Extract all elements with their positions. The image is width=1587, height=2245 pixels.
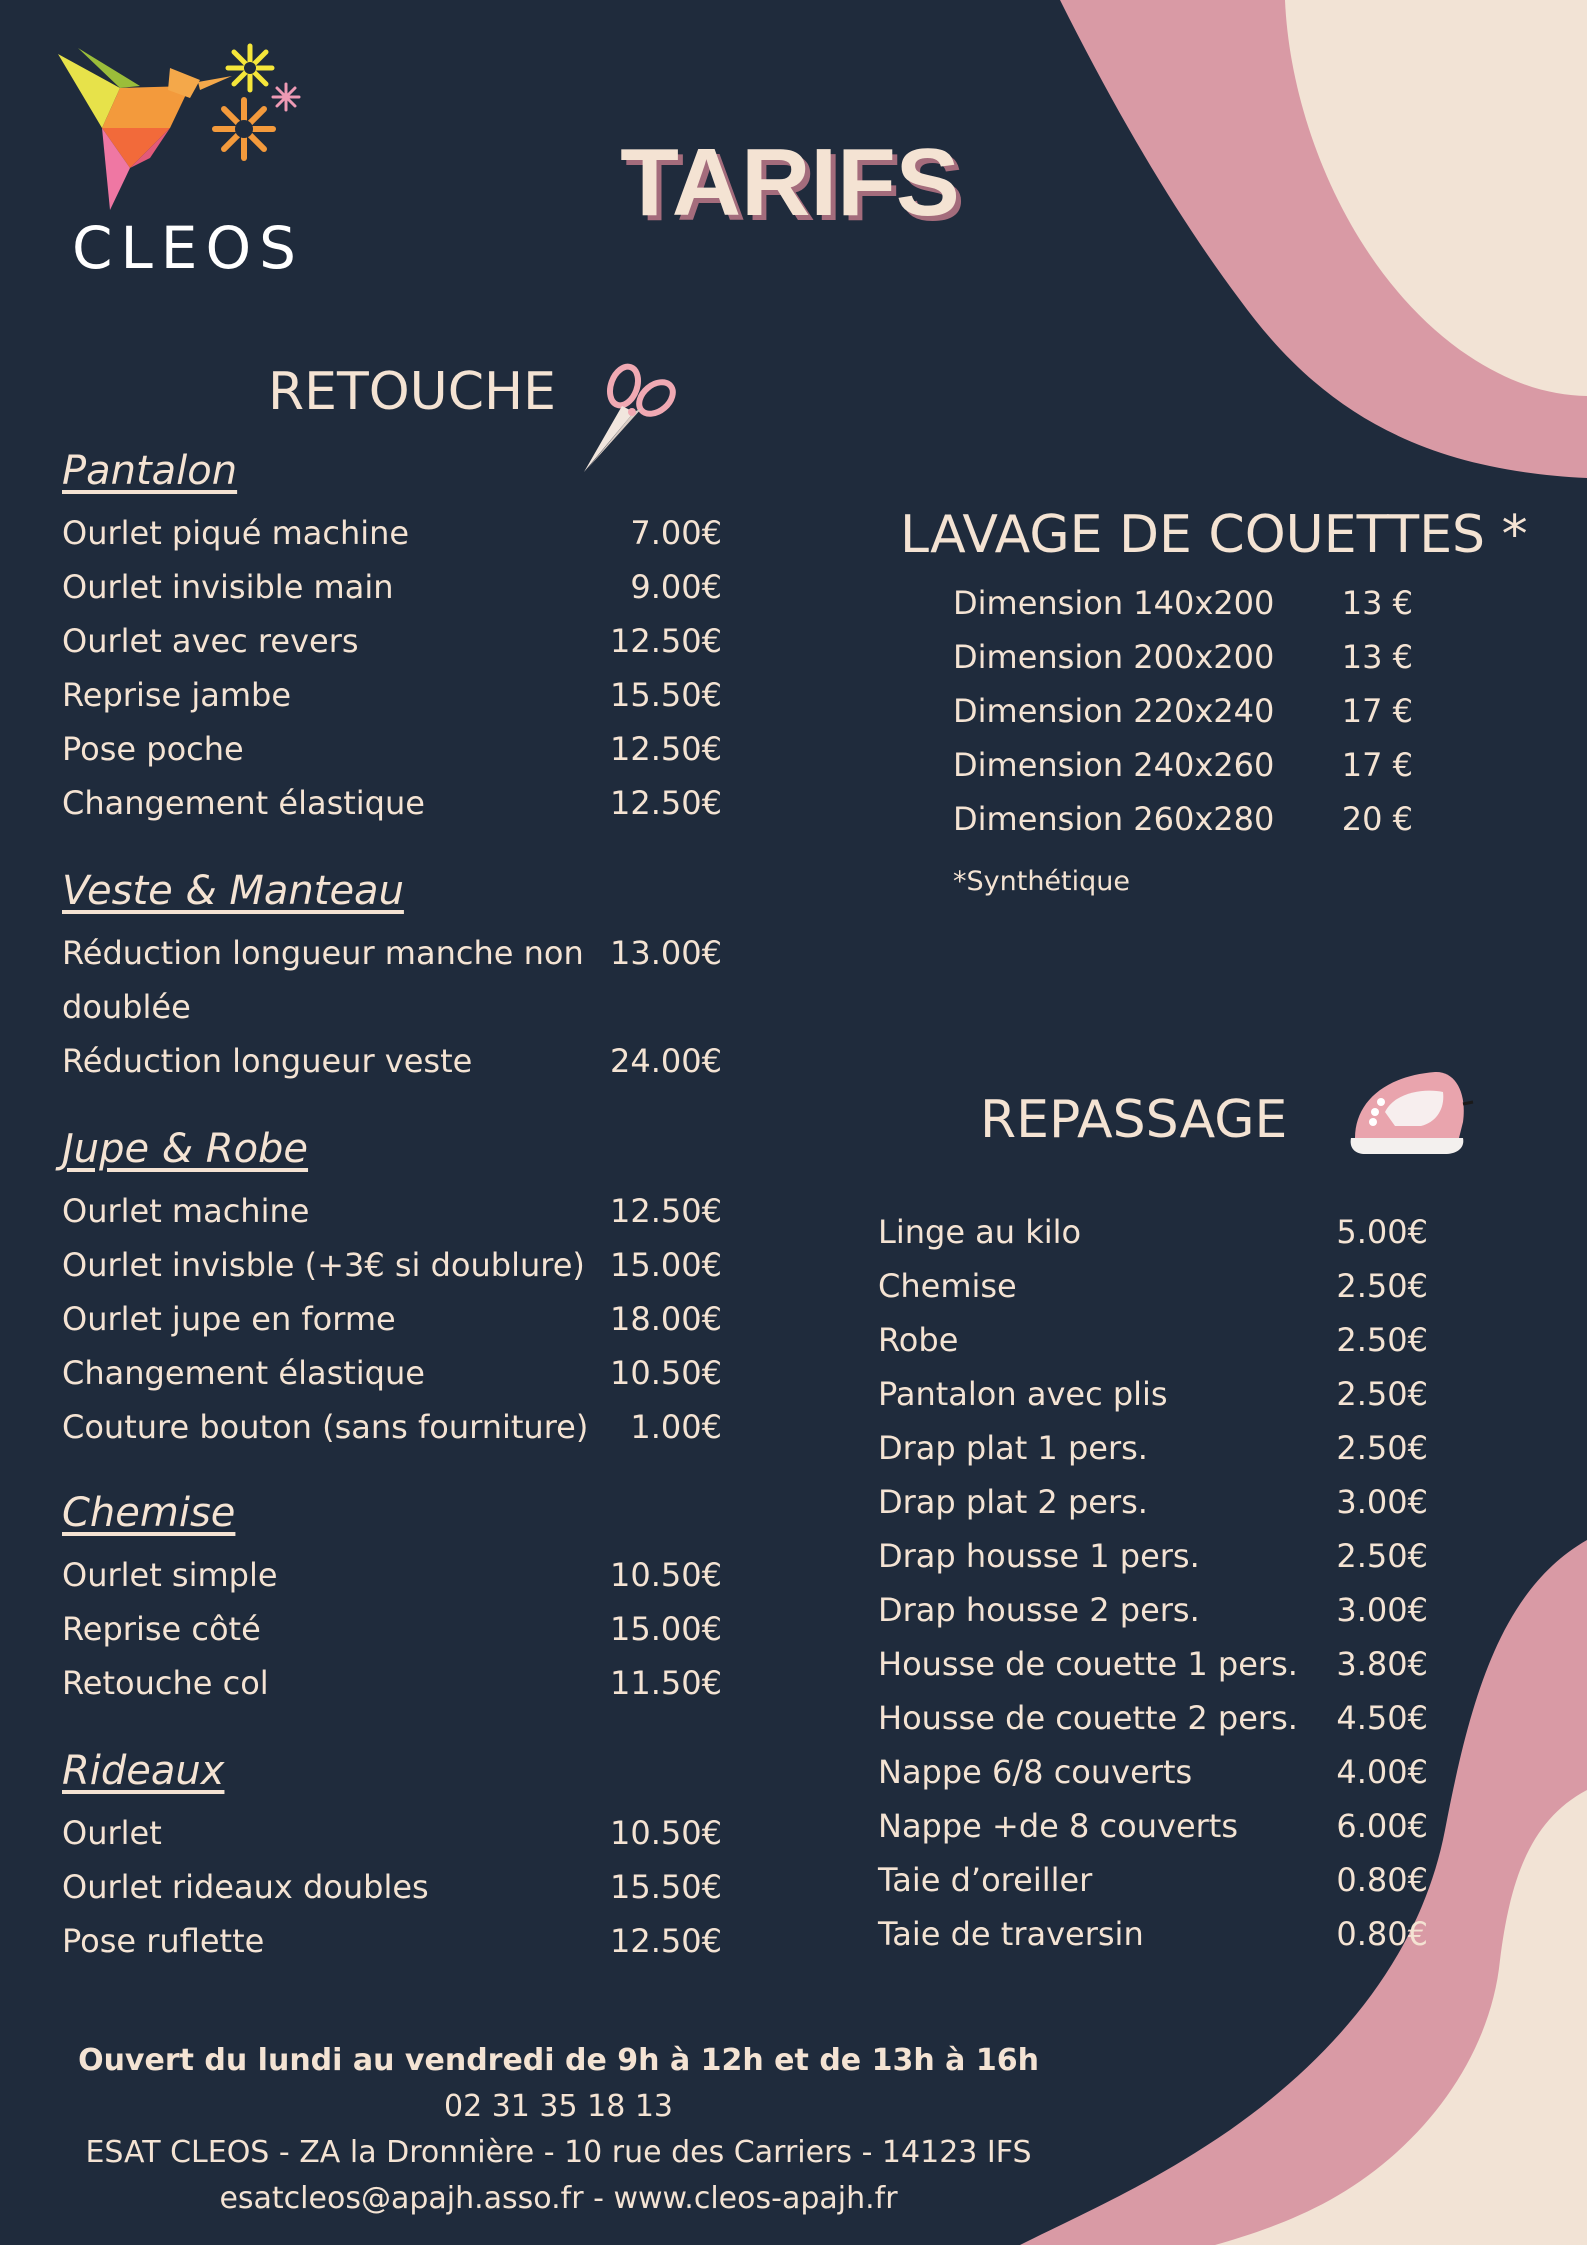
iron-icon xyxy=(1345,1052,1475,1162)
contact-links[interactable]: esatcleos@apajh.asso.fr - www.cleos-apajh.fr xyxy=(219,2181,898,2216)
item-price: 15.00€ xyxy=(610,1610,722,1648)
item-price: 4.00€ xyxy=(1336,1753,1428,1791)
price-row xyxy=(62,776,722,830)
price-row xyxy=(878,1421,1428,1475)
price-row xyxy=(62,1292,722,1346)
price-row xyxy=(62,926,722,1034)
item-price: 15.00€ xyxy=(610,1246,722,1284)
item-name: Dimension 220x240 xyxy=(953,692,1275,730)
item-price: 7.00€ xyxy=(630,514,722,552)
item-price: 2.50€ xyxy=(1336,1537,1428,1575)
price-row xyxy=(878,1799,1428,1853)
lavage-note: *Synthétique xyxy=(953,866,1130,897)
price-row xyxy=(62,1238,722,1292)
item-name: Chemise xyxy=(878,1267,1017,1305)
price-row xyxy=(878,1367,1428,1421)
group-pantalon xyxy=(62,448,722,830)
item-name: Changement élastique xyxy=(62,1354,425,1392)
item-name: Pose ruflette xyxy=(62,1922,265,1960)
item-price: 2.50€ xyxy=(1336,1267,1428,1305)
price-row xyxy=(953,792,1413,846)
item-name: Couture bouton (sans fourniture) xyxy=(62,1408,589,1446)
group-rideaux xyxy=(62,1748,722,1968)
item-price: 5.00€ xyxy=(1336,1213,1428,1251)
price-row xyxy=(62,560,722,614)
item-name: Ourlet piqué machine xyxy=(62,514,410,552)
item-price: 10.50€ xyxy=(610,1556,722,1594)
item-price: 13.00€ xyxy=(610,934,722,972)
item-name: Drap housse 1 pers. xyxy=(878,1537,1200,1575)
item-price: 4.50€ xyxy=(1336,1699,1428,1737)
item-name: Ourlet rideaux doubles xyxy=(62,1868,429,1906)
group-jupe-robe xyxy=(62,1126,722,1454)
group-repassage xyxy=(878,1205,1428,1961)
item-name: Reprise jambe xyxy=(62,676,292,714)
item-name: Ourlet jupe en forme xyxy=(62,1300,396,1338)
item-name: Nappe +de 8 couverts xyxy=(878,1807,1238,1845)
price-row xyxy=(878,1259,1428,1313)
item-name: Nappe 6/8 couverts xyxy=(878,1753,1193,1791)
item-price: 12.50€ xyxy=(610,622,722,660)
item-price: 13 € xyxy=(1341,584,1413,622)
price-row xyxy=(62,1860,722,1914)
item-name: Ourlet machine xyxy=(62,1192,310,1230)
item-price: 12.50€ xyxy=(610,784,722,822)
price-row xyxy=(62,722,722,776)
item-name: Ourlet simple xyxy=(62,1556,278,1594)
footer xyxy=(0,2038,1117,2222)
price-row xyxy=(953,684,1413,738)
price-row xyxy=(953,630,1413,684)
price-row xyxy=(62,1914,722,1968)
group-title-veste-manteau: Veste & Manteau xyxy=(62,868,404,914)
item-price: 6.00€ xyxy=(1336,1807,1428,1845)
group-title-jupe-robe: Jupe & Robe xyxy=(62,1126,309,1172)
item-name: Dimension 140x200 xyxy=(953,584,1275,622)
price-row xyxy=(62,506,722,560)
price-row xyxy=(953,738,1413,792)
item-price: 0.80€ xyxy=(1336,1915,1428,1953)
item-price: 9.00€ xyxy=(630,568,722,606)
price-row xyxy=(953,576,1413,630)
item-price: 12.50€ xyxy=(610,730,722,768)
item-price: 17 € xyxy=(1341,692,1413,730)
price-row xyxy=(62,1400,722,1454)
item-name: Retouche col xyxy=(62,1664,269,1702)
price-row xyxy=(62,1346,722,1400)
item-name: Drap housse 2 pers. xyxy=(878,1591,1200,1629)
repassage-section-title: REPASSAGE xyxy=(980,1090,1288,1150)
group-chemise xyxy=(62,1490,722,1710)
brand-name: CLEOS xyxy=(72,214,304,282)
group-title-rideaux: Rideaux xyxy=(62,1748,225,1794)
price-row xyxy=(62,1184,722,1238)
price-row xyxy=(878,1529,1428,1583)
item-name: Taie de traversin xyxy=(878,1915,1144,1953)
item-price: 3.80€ xyxy=(1336,1645,1428,1683)
price-row xyxy=(62,1602,722,1656)
phone-number[interactable]: 02 31 35 18 13 xyxy=(443,2089,673,2124)
item-name: Dimension 260x280 xyxy=(953,800,1275,838)
price-row xyxy=(878,1583,1428,1637)
item-name: Drap plat 2 pers. xyxy=(878,1483,1148,1521)
item-name: Pose poche xyxy=(62,730,244,768)
price-row xyxy=(62,614,722,668)
item-name: Taie d’oreiller xyxy=(878,1861,1093,1899)
item-name: Réduction longueur veste xyxy=(62,1042,473,1080)
page-title: TARIFS xyxy=(620,129,960,236)
item-price: 13 € xyxy=(1341,638,1413,676)
price-row xyxy=(878,1745,1428,1799)
item-name: Drap plat 1 pers. xyxy=(878,1429,1148,1467)
price-row xyxy=(878,1475,1428,1529)
price-row xyxy=(878,1313,1428,1367)
item-name: Pantalon avec plis xyxy=(878,1375,1168,1413)
item-price: 17 € xyxy=(1341,746,1413,784)
price-row xyxy=(62,668,722,722)
item-price: 10.50€ xyxy=(610,1354,722,1392)
lavage-section-title: LAVAGE DE COUETTES * xyxy=(900,505,1528,565)
price-row xyxy=(62,1034,722,1088)
address: ESAT CLEOS - ZA la Dronnière - 10 rue des Carriers - 14123 IFS xyxy=(85,2135,1032,2170)
price-row xyxy=(62,1806,722,1860)
item-price: 1.00€ xyxy=(630,1408,722,1446)
item-price: 0.80€ xyxy=(1336,1861,1428,1899)
price-row xyxy=(878,1637,1428,1691)
item-price: 24.00€ xyxy=(610,1042,722,1080)
item-name: Housse de couette 2 pers. xyxy=(878,1699,1298,1737)
retouche-section-title: RETOUCHE xyxy=(268,362,557,422)
price-row xyxy=(878,1205,1428,1259)
item-name: Linge au kilo xyxy=(878,1213,1082,1251)
hummingbird-logo-icon xyxy=(50,38,310,218)
group-title-chemise: Chemise xyxy=(62,1490,236,1536)
item-price: 2.50€ xyxy=(1336,1429,1428,1467)
item-price: 15.50€ xyxy=(610,676,722,714)
price-row xyxy=(878,1907,1428,1961)
item-price: 3.00€ xyxy=(1336,1483,1428,1521)
item-name: Réduction longueur manche non doublée xyxy=(62,934,584,1026)
item-price: 3.00€ xyxy=(1336,1591,1428,1629)
price-row xyxy=(878,1691,1428,1745)
price-row xyxy=(62,1656,722,1710)
item-price: 2.50€ xyxy=(1336,1375,1428,1413)
item-name: Ourlet invisble (+3€ si doublure) xyxy=(62,1246,585,1284)
item-name: Dimension 200x200 xyxy=(953,638,1275,676)
opening-hours: Ouvert du lundi au vendredi de 9h à 12h et de 13h à 16h xyxy=(78,2043,1039,2078)
group-title-pantalon: Pantalon xyxy=(62,448,238,494)
item-name: Dimension 240x260 xyxy=(953,746,1275,784)
item-name: Changement élastique xyxy=(62,784,425,822)
item-price: 12.50€ xyxy=(610,1922,722,1960)
group-veste-manteau xyxy=(62,868,722,1088)
item-name: Reprise côté xyxy=(62,1610,261,1648)
item-price: 18.00€ xyxy=(610,1300,722,1338)
item-price: 20 € xyxy=(1341,800,1413,838)
group-lavage xyxy=(953,576,1413,846)
item-name: Ourlet xyxy=(62,1814,162,1852)
price-row xyxy=(878,1853,1428,1907)
item-price: 11.50€ xyxy=(610,1664,722,1702)
price-row xyxy=(62,1548,722,1602)
item-name: Robe xyxy=(878,1321,959,1359)
item-price: 2.50€ xyxy=(1336,1321,1428,1359)
item-name: Housse de couette 1 pers. xyxy=(878,1645,1298,1683)
item-price: 12.50€ xyxy=(610,1192,722,1230)
item-name: Ourlet avec revers xyxy=(62,622,359,660)
item-price: 15.50€ xyxy=(610,1868,722,1906)
item-price: 10.50€ xyxy=(610,1814,722,1852)
item-name: Ourlet invisible main xyxy=(62,568,394,606)
